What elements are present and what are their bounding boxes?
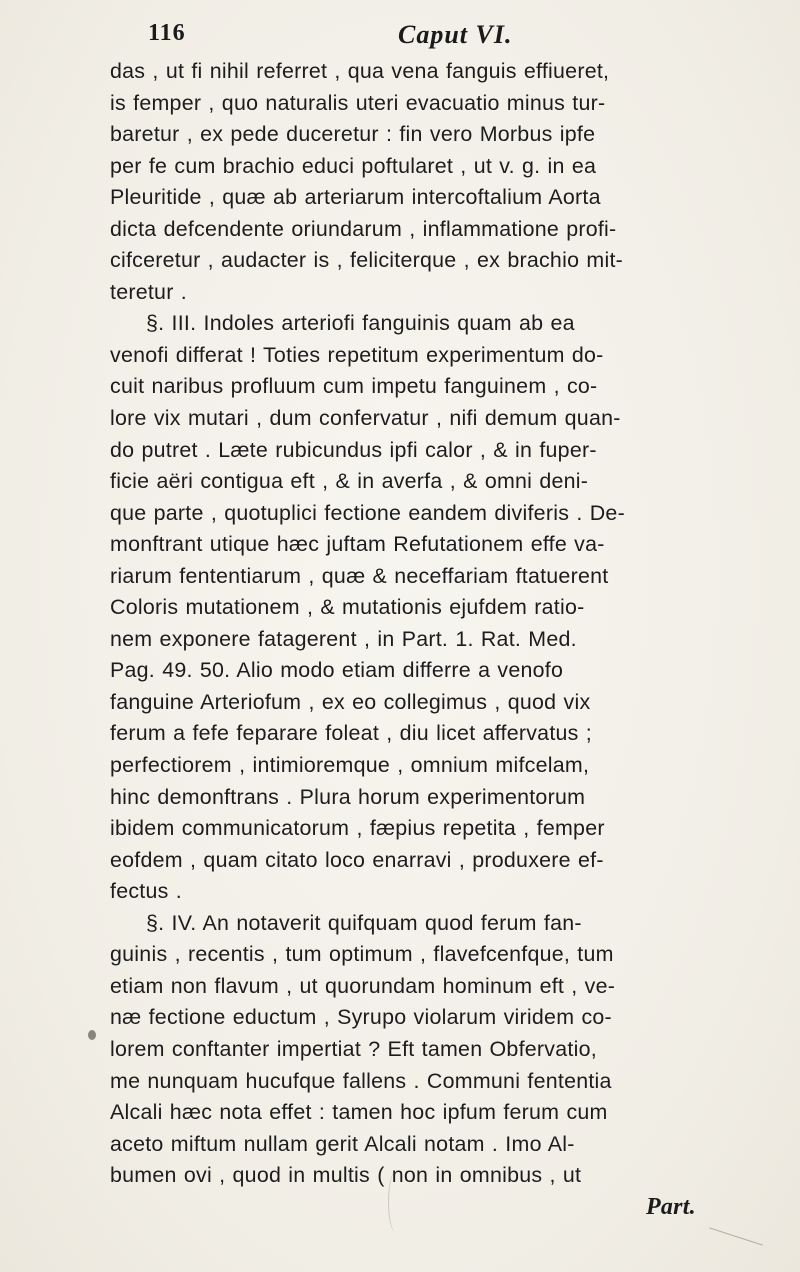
text-line: lorem conftanter impertiat ? Eft tamen Obfervatio, [110, 1036, 597, 1061]
body-text [110, 56, 786, 1223]
text-line: bumen ovi , quod in multis ( non in omnibus , ut [110, 1163, 582, 1188]
ink-spot [88, 1030, 96, 1040]
page-header [0, 16, 800, 56]
text-line: næ fectione eductum , Syrupo violarum viridem co- [110, 1005, 612, 1030]
text-line: fectus . [110, 879, 182, 904]
paper-scratch-mark [709, 1227, 763, 1245]
text-line: teretur . [110, 279, 187, 304]
text-line: hinc demonftrans . Plura horum experimentorum [110, 784, 586, 809]
text-line: venofi differat ! Toties repetitum experimentum do- [110, 342, 604, 367]
paper-crease-mark [388, 1172, 403, 1232]
page-number: 116 [148, 20, 186, 46]
text-line: guinis , recentis , tum optimum , flavefcenfque, tum [110, 942, 614, 967]
text-line: dicta defcendente oriundarum , inflammatione profi- [110, 216, 617, 241]
text-line: Pag. 49. 50. Alio modo etiam differre a venofo [110, 658, 564, 683]
text-line: cifceretur , audacter is , feliciterque , ex brachio mit- [110, 248, 624, 273]
text-line: do putret . Læte rubicundus ipfi calor , & in fuper- [110, 437, 597, 462]
text-line: eofdem , quam citato loco enarravi , produxere ef- [110, 847, 604, 872]
text-line: etiam non flavum , ut quorundam hominum eft , ve- [110, 973, 616, 998]
running-head: Caput VI. [398, 20, 513, 49]
text-line: riarum fententiarum , quæ & neceffariam ftatuerent [110, 563, 609, 588]
text-line: ferum a fefe feparare foleat , diu licet affervatus ; [110, 721, 593, 746]
text-line: Coloris mutationem , & mutationis ejufdem ratio- [110, 595, 585, 620]
section-heading-line: §. IV. An notaverit quifquam quod ferum fan- [146, 910, 582, 935]
section-heading-line: §. III. Indoles arteriofi fanguinis quam ab ea [146, 311, 575, 336]
text-line: lore vix mutari , dum confervatur , nifi demum quan- [110, 406, 621, 431]
catchword: Part. [646, 1193, 696, 1220]
text-line: perfectiorem , intimioremque , omnium mifcelam, [110, 753, 590, 778]
text-line: cuit naribus profluum cum impetu fanguinem , co- [110, 374, 598, 399]
text-line: baretur , ex pede duceretur : fin vero Morbus ipfe [110, 122, 596, 147]
text-line: me nunquam hucufque fallens . Communi fententia [110, 1068, 612, 1093]
text-line: per fe cum brachio educi poftularet , ut v. g. in ea [110, 153, 597, 178]
text-line: das , ut fi nihil referret , qua vena fanguis effiueret, [110, 59, 610, 83]
text-line: Alcali hæc nota effet : tamen hoc ipfum ferum cum [110, 1100, 608, 1125]
text-line: ibidem communicatorum , fæpius repetita , femper [110, 816, 605, 841]
text-line: fanguine Arteriofum , ex eo collegimus , quod vix [110, 689, 591, 714]
text-line: que parte , quotuplici fectione eandem diviferis . De- [110, 500, 625, 525]
text-line: is femper , quo naturalis uteri evacuatio minus tur- [110, 90, 606, 115]
text-line: ficie aëri contigua eft , & in averfa , & omni deni- [110, 469, 589, 494]
text-line: aceto miftum nullam gerit Alcali notam . Imo Al- [110, 1131, 575, 1156]
text-line: nem exponere fatagerent , in Part. 1. Rat. Med. [110, 626, 577, 651]
text-line: Pleuritide , quæ ab arteriarum intercoftalium Aorta [110, 185, 601, 210]
text-line: monftrant utique hæc juftam Refutationem effe va- [110, 532, 605, 557]
